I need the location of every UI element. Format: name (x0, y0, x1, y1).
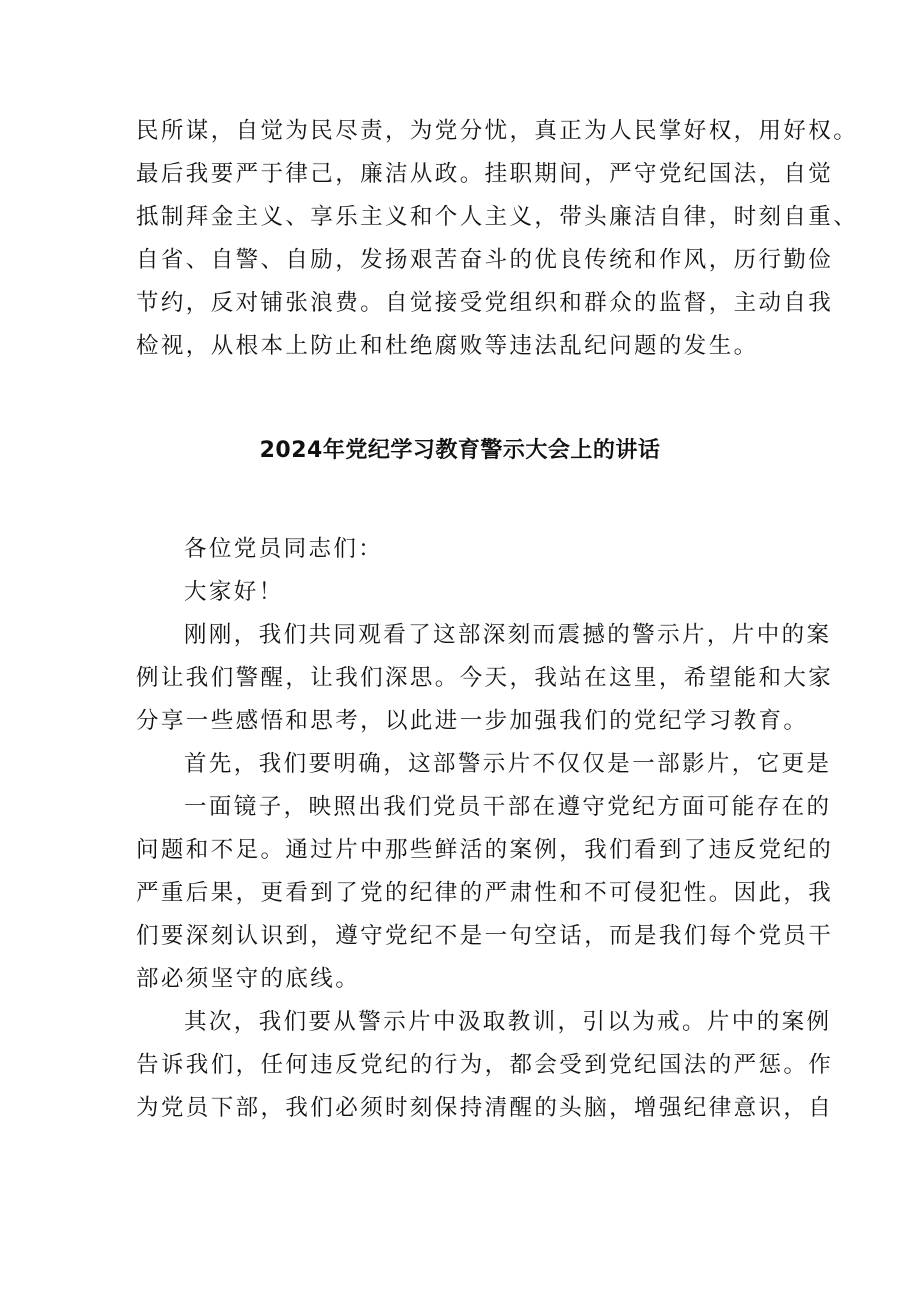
greeting: 大家好！ (184, 579, 284, 605)
text-line: 问题和不足。通过片中那些鲜活的案例，我们看到了违反党纪的 (136, 837, 834, 863)
text-line: 们要深刻认识到，遵守党纪不是一句空话，而是我们每个党员干 (136, 923, 834, 949)
text-line: 首先，我们要明确，这部警示片不仅仅是一部影片，它更是 (184, 751, 832, 777)
text-line: 其次，我们要从警示片中汲取教训，引以为戒。片中的案例 (184, 1009, 832, 1035)
text-line: 检视，从根本上防止和杜绝腐败等违法乱纪问题的发生。 (136, 333, 759, 359)
text-line: 最后我要严于律己，廉洁从政。挂职期间，严守党纪国法，自觉 (136, 161, 834, 187)
text-line: 告诉我们，任何违反党纪的行为，都会受到党纪国法的严惩。作 (136, 1052, 834, 1078)
text-line: 刚刚，我们共同观看了这部深刻而震撼的警示片，片中的案 (184, 622, 832, 648)
salutation: 各位党员同志们： (184, 536, 384, 562)
text-line: 例让我们警醒，让我们深思。今天，我站在这里，希望能和大家 (136, 665, 834, 691)
text-line: 自省、自警、自励，发扬艰苦奋斗的优良传统和作风，历行勤俭 (136, 247, 834, 273)
text-line: 为党员下部，我们必须时刻保持清醒的头脑，增强纪律意识，自 (136, 1095, 834, 1121)
text-line: 部必须坚守的底线。 (136, 966, 361, 992)
text-line: 一面镜子，映照出我们党员干部在遵守党纪方面可能存在的 (184, 794, 832, 820)
text-line: 民所谋，自觉为民尽责，为党分忧，真正为人民掌好权，用好权。 (136, 118, 859, 144)
text-line: 节约，反对铺张浪费。自觉接受党组织和群众的监督，主动自我 (136, 290, 834, 316)
text-line: 分享一些感悟和思考，以此进一步加强我们的党纪学习教育。 (136, 708, 809, 734)
text-line: 严重后果，更看到了党的纪律的严肃性和不可侵犯性。因此，我 (136, 880, 834, 906)
text-line: 抵制拜金主义、享乐主义和个人主义，带头廉洁自律，时刻自重、 (136, 204, 859, 230)
article-title: 2024年党纪学习教育警示大会上的讲话 (259, 438, 661, 463)
